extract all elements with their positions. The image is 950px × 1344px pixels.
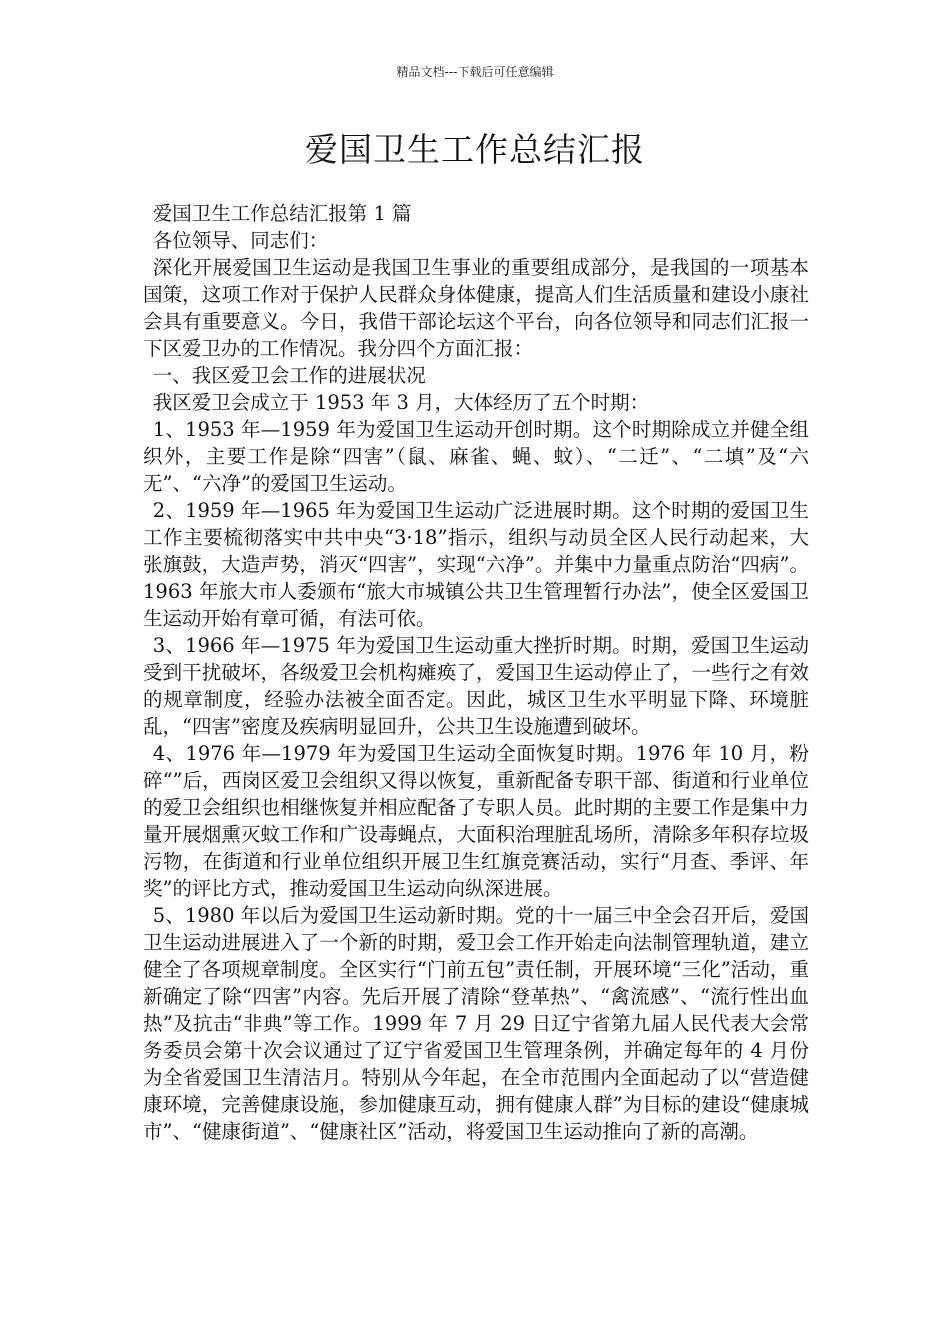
document-title: 爱国卫生工作总结汇报 xyxy=(305,130,645,169)
intro-paragraph: 深化开展爱国卫生运动是我国卫生事业的重要组成部分，是我国的一项基本国策，这项工作对于保护人民群众身体健康，提高人们生活质量和建设小康社会具有重要意义。今日，我借干部论坛这个平台，向各位领导和同志们汇报一下区爱卫办的工作情况。我分四个方面汇报： xyxy=(143,256,809,360)
period-paragraph-2: 2、1959 年—1965 年为爱国卫生运动广泛进展时期。这个时期的爱国卫生工作主要梳彻落实中共中央“3·18”指示，组织与动员全区人民行动起来，大张旗鼓，大造声势，消灭“四害”，实现“六净”。并集中力量重点防治“四病”。1963 年旅大市人委颁布“旅大市城镇公共卫生管理暂行办法”，使全区爱国卫生运动开始有章可循，有法可依。 xyxy=(143,499,809,630)
salutation: 各位领导、同志们： xyxy=(152,229,329,252)
paragraph: 我区爱卫会成立于 1953 年 3 月，大体经历了五个时期： xyxy=(152,391,650,414)
document-body xyxy=(143,200,809,1145)
section-heading: 爱国卫生工作总结汇报第 1 篇 xyxy=(152,202,412,225)
subheading: 一、我区爱卫会工作的进展状况 xyxy=(152,364,426,387)
period-paragraph-5: 5、1980 年以后为爱国卫生运动新时期。党的十一届三中全会召开后，爱国卫生运动进展进入了一个新的时期，爱卫会工作开始走向法制管理轨道，建立健全了各项规章制度。全区实行“门前五包”责任制，开展环境“三化”活动，重新确定了除“四害”内容。先后开展了清除“登革热”、“禽流感”、“流行性出血热”及抗击“非典”等工作。1999 年 7 月 29 日辽宁省第九届人民代表大会常务委员会第十次会议通过了辽宁省爱国卫生管理条例，并确定每年的 4 月份为全省爱国卫生清洁月。特别从今年起，在全市范围内全面起动了以“营造健康环境，完善健康设施，参加健康互动，拥有健康人群”为目标的建设“健康城市”、“健康街道”、“健康社区”活动，将爱国卫生运动推向了新的高潮。 xyxy=(143,904,809,1143)
page-header-watermark: 精品文档---下载后可任意编辑 xyxy=(396,65,554,79)
period-paragraph-4: 4、1976 年—1979 年为爱国卫生运动全面恢复时期。1976 年 10 月，粉碎“”后，西岗区爱卫会组织又得以恢复，重新配备专职干部、街道和行业单位的爱卫会组织也相继恢复并相应配备了专职人员。此时期的主要工作是集中力量开展烟熏灭蚊工作和广设毒蝇点，大面积治理脏乱场所，清除多年积存垃圾污物，在街道和行业单位组织开展卫生红旗竞赛活动，实行“月查、季评、年奖”的评比方式，推动爱国卫生运动向纵深进展。 xyxy=(143,742,809,900)
period-paragraph-1: 1、1953 年—1959 年为爱国卫生运动开创时期。这个时期除成立并健全组织外，主要工作是除“四害”（鼠、麻雀、蝇、蚊）、“二迁”、“二填”及“六无”、“六净”的爱国卫生运动。 xyxy=(143,418,809,495)
period-paragraph-3: 3、1966 年—1975 年为爱国卫生运动重大挫折时期。时期，爱国卫生运动受到干扰破坏，各级爱卫会机构瘫痪了，爱国卫生运动停止了，一些行之有效的规章制度，经验办法被全面否定。因此，城区卫生水平明显下降、环境脏乱，“四害”密度及疾病明显回升，公共卫生设施遭到破坏。 xyxy=(143,634,809,738)
